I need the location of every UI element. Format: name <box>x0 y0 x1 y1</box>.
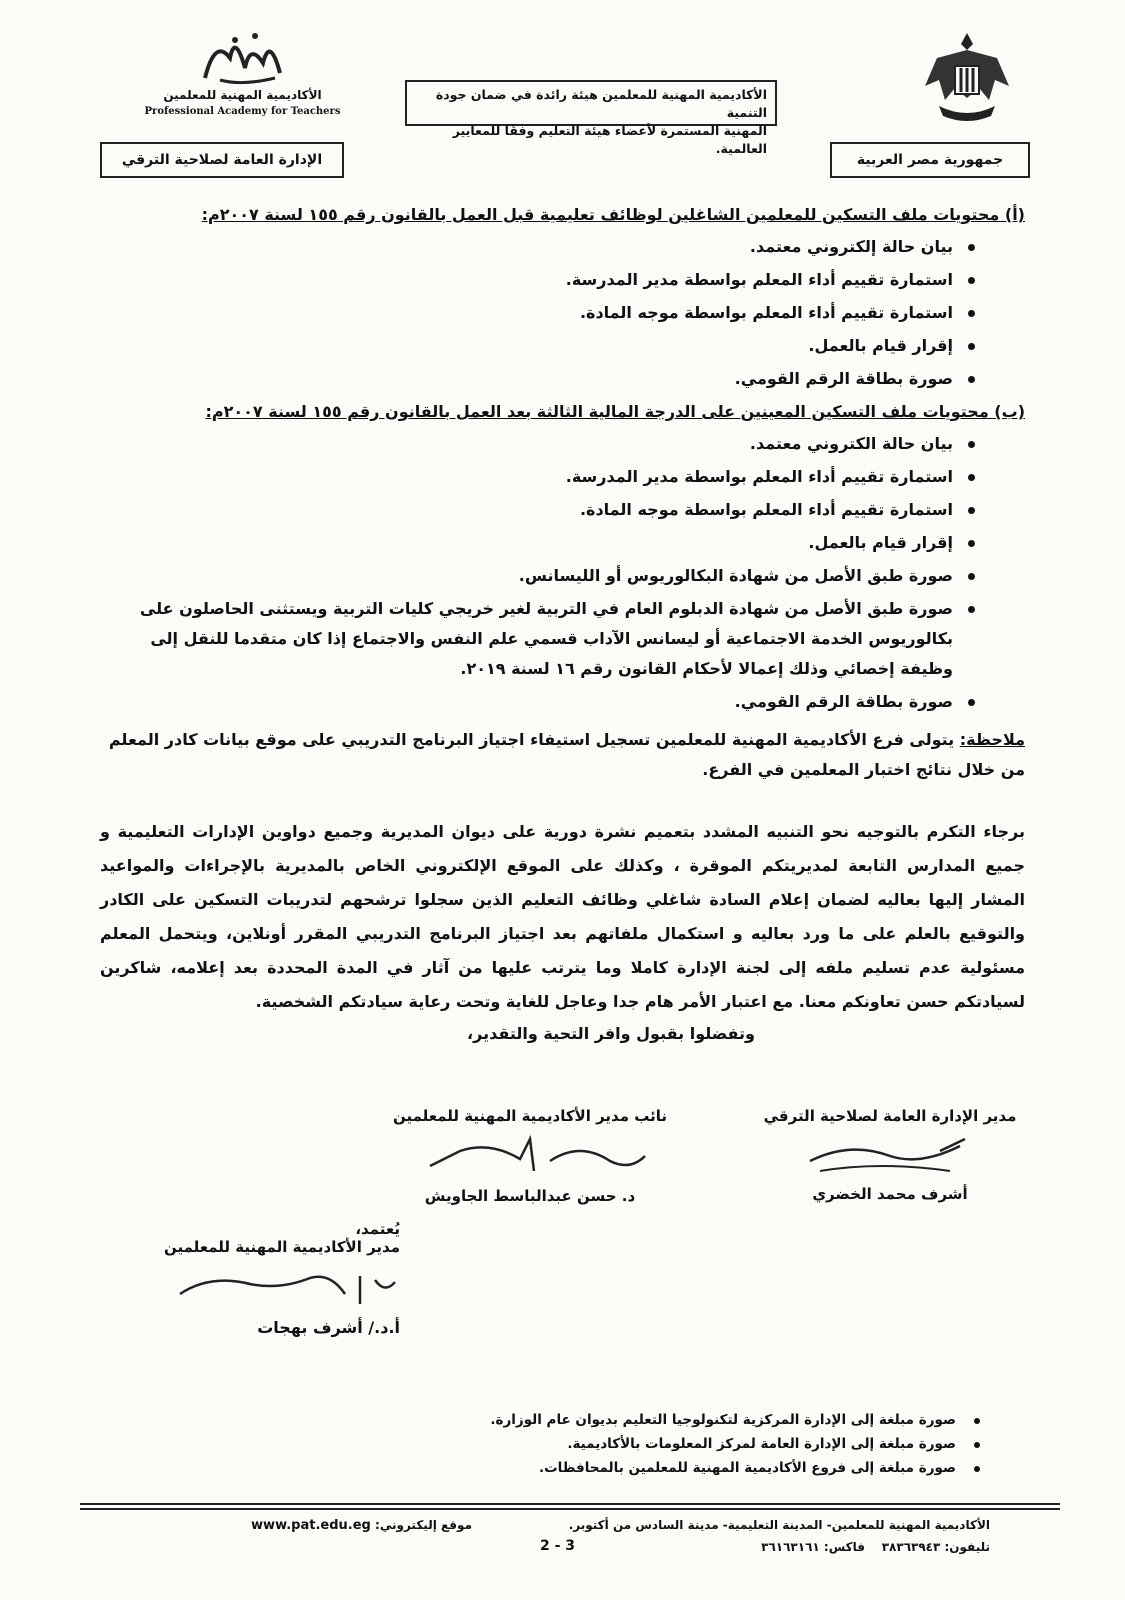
list-item: صورة مبلغة إلى الإدارة المركزية لتكنولوجيا التعليم بديوان عام الوزارة. <box>280 1408 980 1432</box>
list-item: صورة طبق الأصل من شهادة الدبلوم العام في التربية لغير خريجي كليات التربية ويستثنى الحاصلون على بكالوريوس الخدمة الاجتماعية أو ليسانس الآداب قسمي علم النفس والاجتماع إذا كان متقدما للنقل إلى وظيفة إخصائي وذلك إعمالا لأحكام القانون رقم ١٦ لسنة ٢٠١٩. <box>100 594 975 684</box>
signature-left-name: د. حسن عبدالباسط الجاويش <box>424 1187 636 1205</box>
footer-phone: تليفون: ٣٨٣٦٣٩٤٣ <box>881 1540 990 1554</box>
letter-body <box>100 200 1025 1049</box>
footer-divider <box>80 1503 1060 1505</box>
handwritten-signature-icon <box>400 1131 660 1181</box>
footer-address: الأكاديمية المهنية للمعلمين- المدينة التعليمية- مدينة السادس من أكتوبر. <box>568 1518 990 1532</box>
signature-left <box>360 1107 700 1205</box>
list-item: استمارة تقييم أداء المعلم بواسطة موجه المادة. <box>100 495 975 525</box>
copies-list <box>280 1408 980 1480</box>
footer-fax: فاكس: ٣٦١٦٣١٦١ <box>761 1540 865 1554</box>
academy-calligraphy-logo-icon <box>135 28 350 88</box>
academy-slogan-box <box>405 80 777 156</box>
list-item: بيان حالة الكتروني معتمد. <box>100 429 975 459</box>
note-text: يتولى فرع الأكاديمية المهنية للمعلمين تسجيل استيفاء اجتياز البرنامج التدريبي على موقع بيانات كادر المعلم من خلال نتائج اختبار المعلمين في الفرع. <box>108 730 1025 779</box>
footer-website-label: موقع إليكتروني: <box>375 1518 472 1532</box>
footer-divider <box>80 1508 1060 1510</box>
approval-title: مدير الأكاديمية المهنية للمعلمين <box>163 1238 400 1256</box>
department-box: الإدارة العامة لصلاحية الترقي <box>100 142 344 178</box>
list-item: صورة بطاقة الرقم القومي. <box>100 687 975 717</box>
list-item: صورة طبق الأصل من شهادة البكالوريوس أو الليسانس. <box>100 561 975 591</box>
approval-label: يُعتمد، <box>355 1220 400 1238</box>
section-a-heading: (أ) محتويات ملف التسكين للمعلمين الشاغلين لوظائف تعليمية قبل العمل بالقانون رقم ١٥٥ لسنة ٢٠٠٧م: <box>201 205 1025 224</box>
footer-contacts <box>690 1540 990 1554</box>
signature-right-title: مدير الإدارة العامة لصلاحية الترقي <box>763 1107 1017 1125</box>
list-item: استمارة تقييم أداء المعلم بواسطة موجه المادة. <box>100 298 975 328</box>
closing-line: وتفضلوا بقبول وافر التحية والتقدير، <box>467 1024 755 1043</box>
note-label: ملاحظة: <box>959 730 1025 749</box>
list-item: استمارة تقييم أداء المعلم بواسطة مدير المدرسة. <box>100 265 975 295</box>
list-item: استمارة تقييم أداء المعلم بواسطة مدير المدرسة. <box>100 462 975 492</box>
footer-website: www.pat.edu.eg <box>251 1518 371 1533</box>
signature-right-name: أشرف محمد الخضري <box>812 1185 968 1203</box>
note <box>100 725 1025 785</box>
list-item: صورة مبلغة إلى فروع الأكاديمية المهنية للمعلمين بالمحافظات. <box>280 1456 980 1480</box>
list-item: إقرار قيام بالعمل. <box>100 528 975 558</box>
approval-name: أ.د./ أشرف بهجات <box>257 1318 400 1337</box>
handwritten-signature-icon <box>790 1131 990 1181</box>
slogan-line-2: المهنية المستمرة لأعضاء هيئة التعليم وفقًا للمعايير العالمية. <box>452 123 767 156</box>
page-number: 2 - 3 <box>540 1538 576 1554</box>
section-b-list <box>100 429 1025 717</box>
logo-english-text: Professional Academy for Teachers <box>144 106 341 117</box>
footer-website-row <box>222 1518 472 1533</box>
list-item: إقرار قيام بالعمل. <box>100 331 975 361</box>
list-item: صورة مبلغة إلى الإدارة العامة لمركز المعلومات بالأكاديمية. <box>280 1432 980 1456</box>
list-item: صورة بطاقة الرقم القومي. <box>100 364 975 394</box>
logo-arabic-text: الأكاديمية المهنية للمعلمين <box>163 88 322 102</box>
signature-right <box>755 1107 1025 1203</box>
country-box: جمهورية مصر العربية <box>830 142 1030 178</box>
slogan-line-1: الأكاديمية المهنية للمعلمين هيئة رائدة في ضمان جودة التنمية <box>435 87 767 120</box>
signature-left-title: نائب مدير الأكاديمية المهنية للمعلمين <box>392 1107 667 1125</box>
list-item: بيان حالة إلكتروني معتمد. <box>100 232 975 262</box>
section-b-heading: (ب) محتويات ملف التسكين المعينين على الدرجة المالية الثالثة بعد العمل بالقانون رقم ١٥٥ لسنة ٢٠٠٧م: <box>205 402 1025 421</box>
approval-block <box>163 1220 400 1337</box>
request-paragraph: برجاء التكرم بالتوجيه نحو التنبيه المشدد بتعميم نشرة دورية على ديوان المديرية وجميع دواوين الإدارات التعليمية و جميع المدارس التابعة لمديريتكم الموقرة ، وكذلك على الموقع الإلكتروني الخاص بالمديرية بالإجراءات والمواعيد المشار إليها بعاليه لضمان إعلام السادة شاغلي وظائف التعليم الذين سجلوا ترشحهم لتدريبات التسكين على الكادر والتوقيع بالعلم على ما ورد بعاليه و استكمال ملفاتهم بعد اجتياز البرنامج التدريبي المقرر أونلاين، ويتحمل المعلم مسئولية عدم تسليم ملفه إلى لجنة الإدارة كاملا وما يترتب عليها من آثار في المدة المحددة بعد إعلامه، شاكرين لسيادتكم حسن تعاونكم معنا. مع اعتبار الأمر هام جدا وعاجل للغاية وتحت رعاية سيادتكم الشخصية. <box>100 822 1025 1011</box>
section-a-list <box>100 232 1025 394</box>
egypt-eagle-emblem-icon <box>917 28 1017 128</box>
handwritten-signature-icon <box>170 1264 400 1310</box>
academy-logo <box>135 28 350 123</box>
